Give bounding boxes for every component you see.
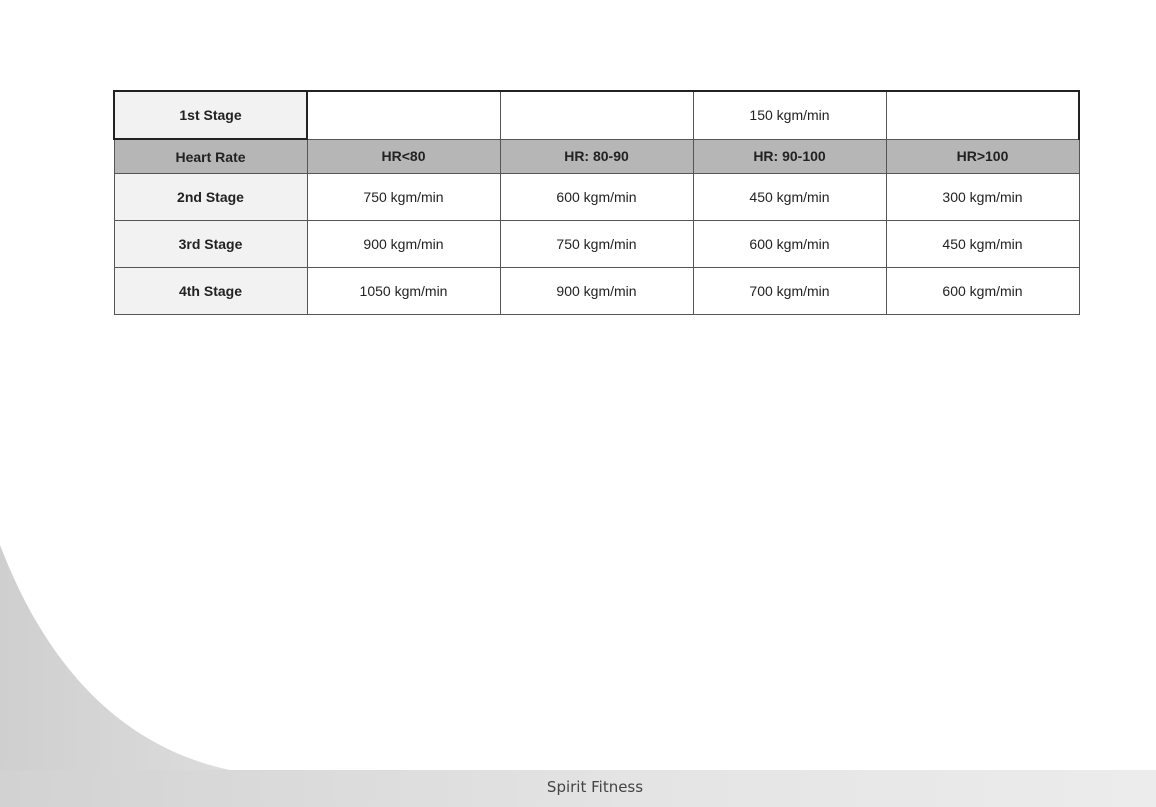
table-row (114, 268, 1079, 315)
row-label: 4th Stage (114, 268, 307, 315)
table-cell (500, 91, 693, 139)
table-row (114, 174, 1079, 221)
table-cell: 150 kgm/min (693, 91, 886, 139)
row-label-first-stage: 1st Stage (114, 91, 307, 139)
table-header-row (114, 139, 1079, 174)
table-cell: 600 kgm/min (500, 174, 693, 221)
table-cell (886, 91, 1079, 139)
row-label: 3rd Stage (114, 221, 307, 268)
table-cell: 750 kgm/min (500, 221, 693, 268)
table-cell: 1050 kgm/min (307, 268, 500, 315)
table-cell (307, 91, 500, 139)
table-cell: 450 kgm/min (886, 221, 1079, 268)
table-cell: 700 kgm/min (693, 268, 886, 315)
column-header: HR: 90-100 (693, 139, 886, 174)
table-row-first-stage (114, 91, 1079, 139)
table-row (114, 221, 1079, 268)
table-cell: 300 kgm/min (886, 174, 1079, 221)
column-header: HR: 80-90 (500, 139, 693, 174)
footer-brand: Spirit Fitness (546, 778, 644, 796)
table-cell: 600 kgm/min (693, 221, 886, 268)
column-header: HR<80 (307, 139, 500, 174)
table-cell: 600 kgm/min (886, 268, 1079, 315)
column-header: HR>100 (886, 139, 1079, 174)
row-label: 2nd Stage (114, 174, 307, 221)
table-cell: 900 kgm/min (307, 221, 500, 268)
workload-stage-table (113, 90, 1080, 315)
column-header-heart-rate: Heart Rate (114, 139, 307, 174)
table-cell: 750 kgm/min (307, 174, 500, 221)
table-cell: 900 kgm/min (500, 268, 693, 315)
table-cell: 450 kgm/min (693, 174, 886, 221)
